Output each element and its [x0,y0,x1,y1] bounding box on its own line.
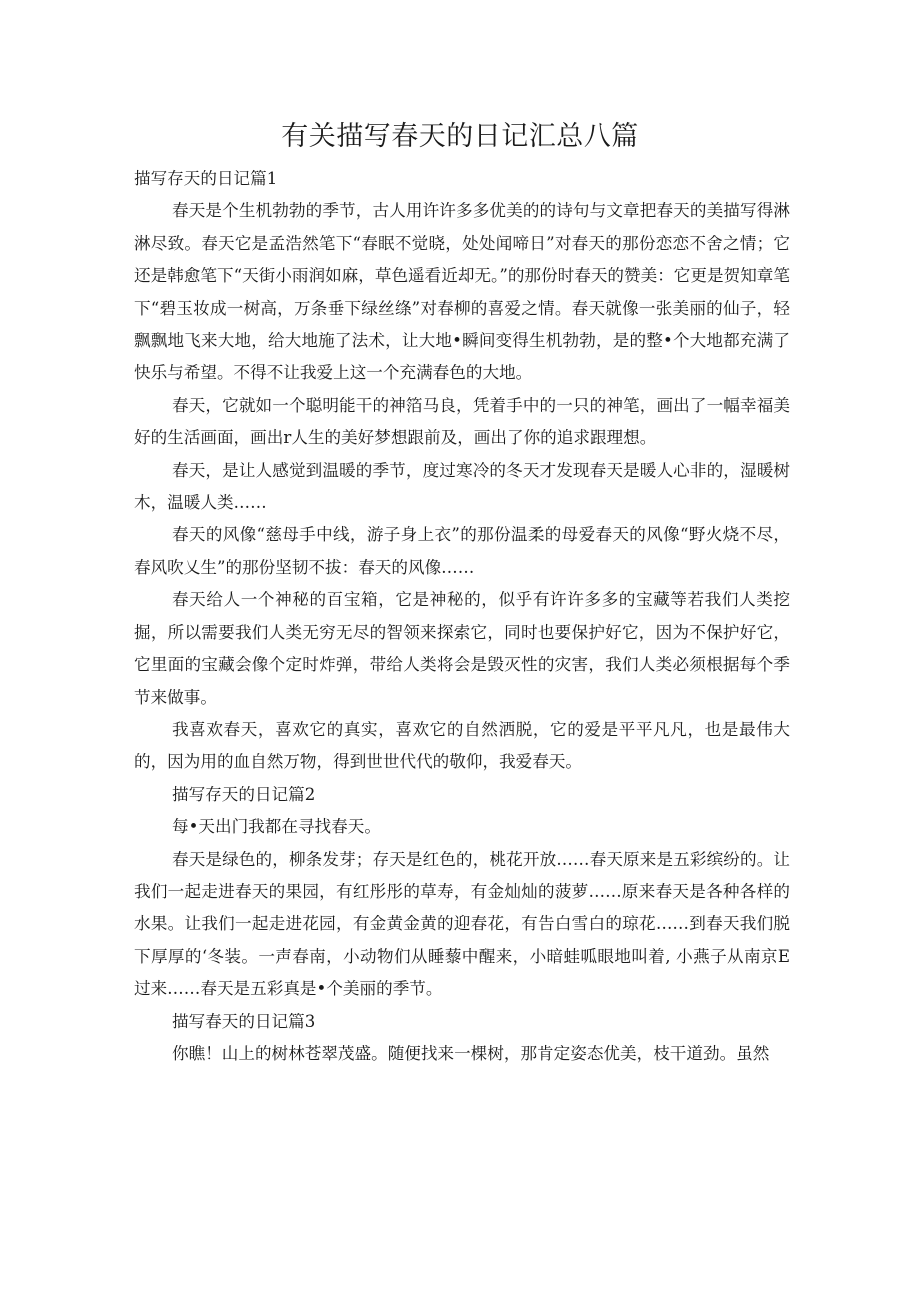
document-title: 有关描写春天的日记汇总八篇 [281,121,639,152]
document-body [134,163,790,1070]
paragraph: 每•天出门我都在寻找春天。 [172,817,381,837]
paragraph: 春天，它就如一个聪明能干的神箔马良，凭着手中的一只的神笔，画出了一幅幸福美好的生活画面，画出r人生的美好梦想跟前及，画出了你的追求跟理想。 [134,395,790,448]
paragraph: 春天给人一个神秘的百宝箱，它是神秘的，似乎有许许多多的宝藏等若我们人类挖掘，所以需要我们人类无穷无尽的智领来探索它，同时也要保护好它，因为不保护好它，它里面的宝藏会像个定时炸弹，带给人类将会是毁灭性的灾害，我们人类必须根据每个季节来做事。 [134,590,790,707]
section-heading-3: 描写春天的日记篇3 [172,1011,316,1031]
paragraph: 春天是绿色的，柳条发芽；存天是红色的，桃花开放……春天原来是五彩缤纷的。让我们一起走进春天的果园，有红彤彤的草寿，有金灿灿的菠萝……原来春天是各种各样的水果。让我们一起走进花园，有金黄金黄的迎春花，有告白雪白的琼花……到春天我们脱下厚厚的‘冬装。一声春南，小动物们从睡藜中醒来，小暗蛙呱眼地叫着, 小燕子从南京E过来……春天是五彩真是•个美丽的季节。 [134,849,790,999]
paragraph: 春天的风像“慈母手中线，游子身上衣”的那份温柔的母爱春天的风像“野火烧不尽，春风吹乂生”的那份坚韧不拔：春天的风像…… [134,525,790,577]
paragraph: 我喜欢春天，喜欢它的真实，喜欢它的自然洒脱，它的爱是平平凡凡，也是最伟大的，因为用的血自然万物，得到世世代代的敬仰，我爱春天。 [134,719,790,772]
paragraph: 春天是个生机勃勃的季节，古人用许许多多优美的的诗句与文章把春天的美描写得淋淋尽致。春天它是孟浩然笔下“春眠不觉晓，处处闻啼日”对春天的那份恋恋不舍之情；它还是韩愈笔下“天街小雨润如麻，草色遥看近却无。”的那份时春天的赞美：它更是贺知章笔下“碧玉妆成一树高，万条垂下绿丝绦”对春柳的喜爱之情。春天就像一张美丽的仙子，轻飘飘地飞来大地，给大地施了法术，让大地•瞬间变得生机勃勃，是的整•个大地都充满了快乐与希望。不得不让我爱上这一个充满春色的大地。 [134,201,790,383]
section-heading-2: 描写存天的日记篇2 [172,784,316,804]
section-heading-1: 描写存天的日记篇1 [134,169,278,188]
paragraph: 你瞧！山上的树林苍翠茂盛。随便找来一棵树，那肯定姿态优美，枝干道劲。虽然 [172,1043,770,1063]
paragraph: 春天，是让人感觉到温暖的季节，度过寒冷的冬天才发现春天是暖人心非的，湿暖树木，温暖人类…… [134,460,790,513]
